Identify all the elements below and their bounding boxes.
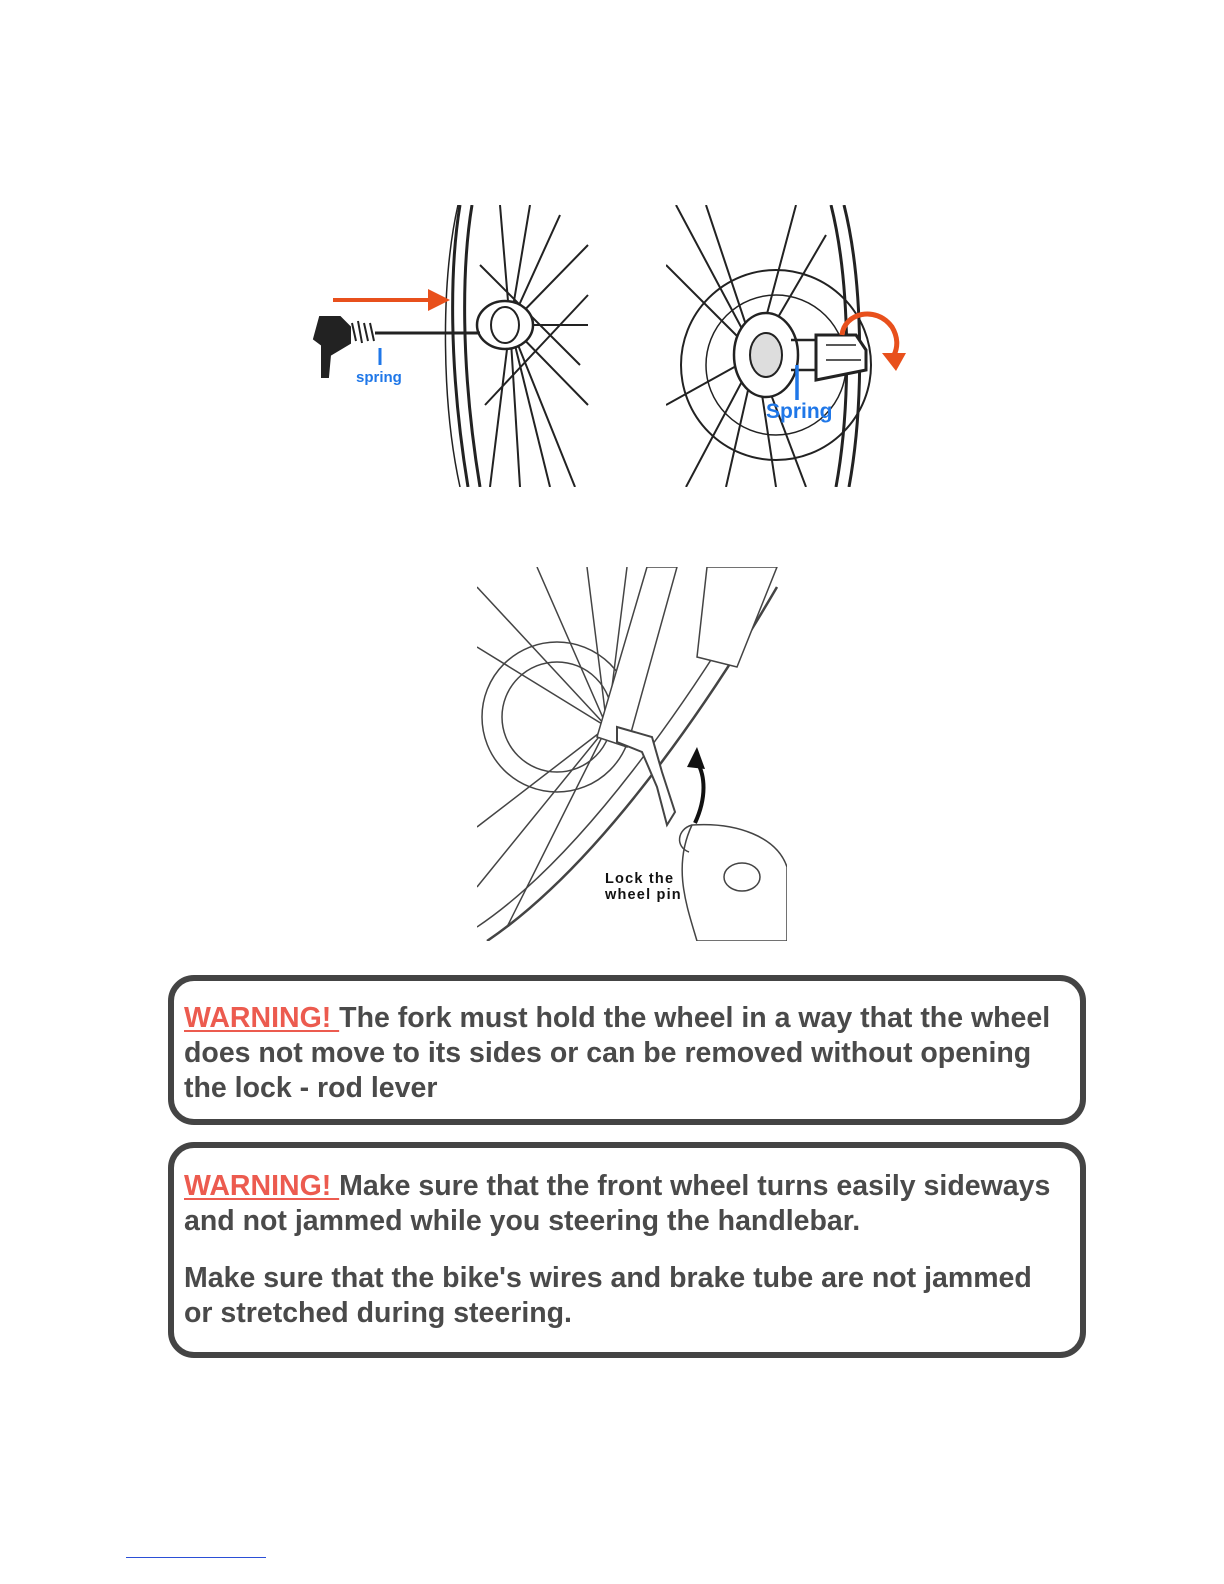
caption-line-2: wheel pin	[605, 887, 682, 903]
warning-text	[184, 1169, 1066, 1239]
warning-body: The fork must hold the wheel in a way that the wheel does not move to its sides or can be removed without opening the lock - rod lever	[184, 1002, 1051, 1104]
warning-box-fork	[168, 975, 1086, 1125]
figure-nut-tighten	[666, 205, 928, 487]
hub-drawing	[666, 205, 871, 487]
warning-body: Make sure that the front wheel turns easily sideways and not jammed while you steering the handlebar.	[184, 1170, 1051, 1237]
footnote-separator	[126, 1557, 266, 1558]
lock-arrow	[687, 747, 705, 823]
figure-skewer-insert	[300, 205, 590, 487]
caption-line-1: Lock the	[605, 871, 675, 887]
warning-label: WARNING!	[184, 1170, 340, 1202]
warning-extra: Make sure that the bike's wires and brake tube are not jammed or stretched during steering.	[184, 1262, 1032, 1329]
wheel-drawing	[314, 205, 588, 487]
spring-label: spring	[356, 369, 402, 386]
warning-box-steering	[168, 1142, 1086, 1358]
figure-lock-pin	[477, 567, 787, 941]
insert-arrow	[333, 289, 450, 311]
spring-label: Spring	[766, 400, 833, 423]
warning-text	[184, 1001, 1066, 1106]
warning-label: WARNING!	[184, 1002, 340, 1034]
